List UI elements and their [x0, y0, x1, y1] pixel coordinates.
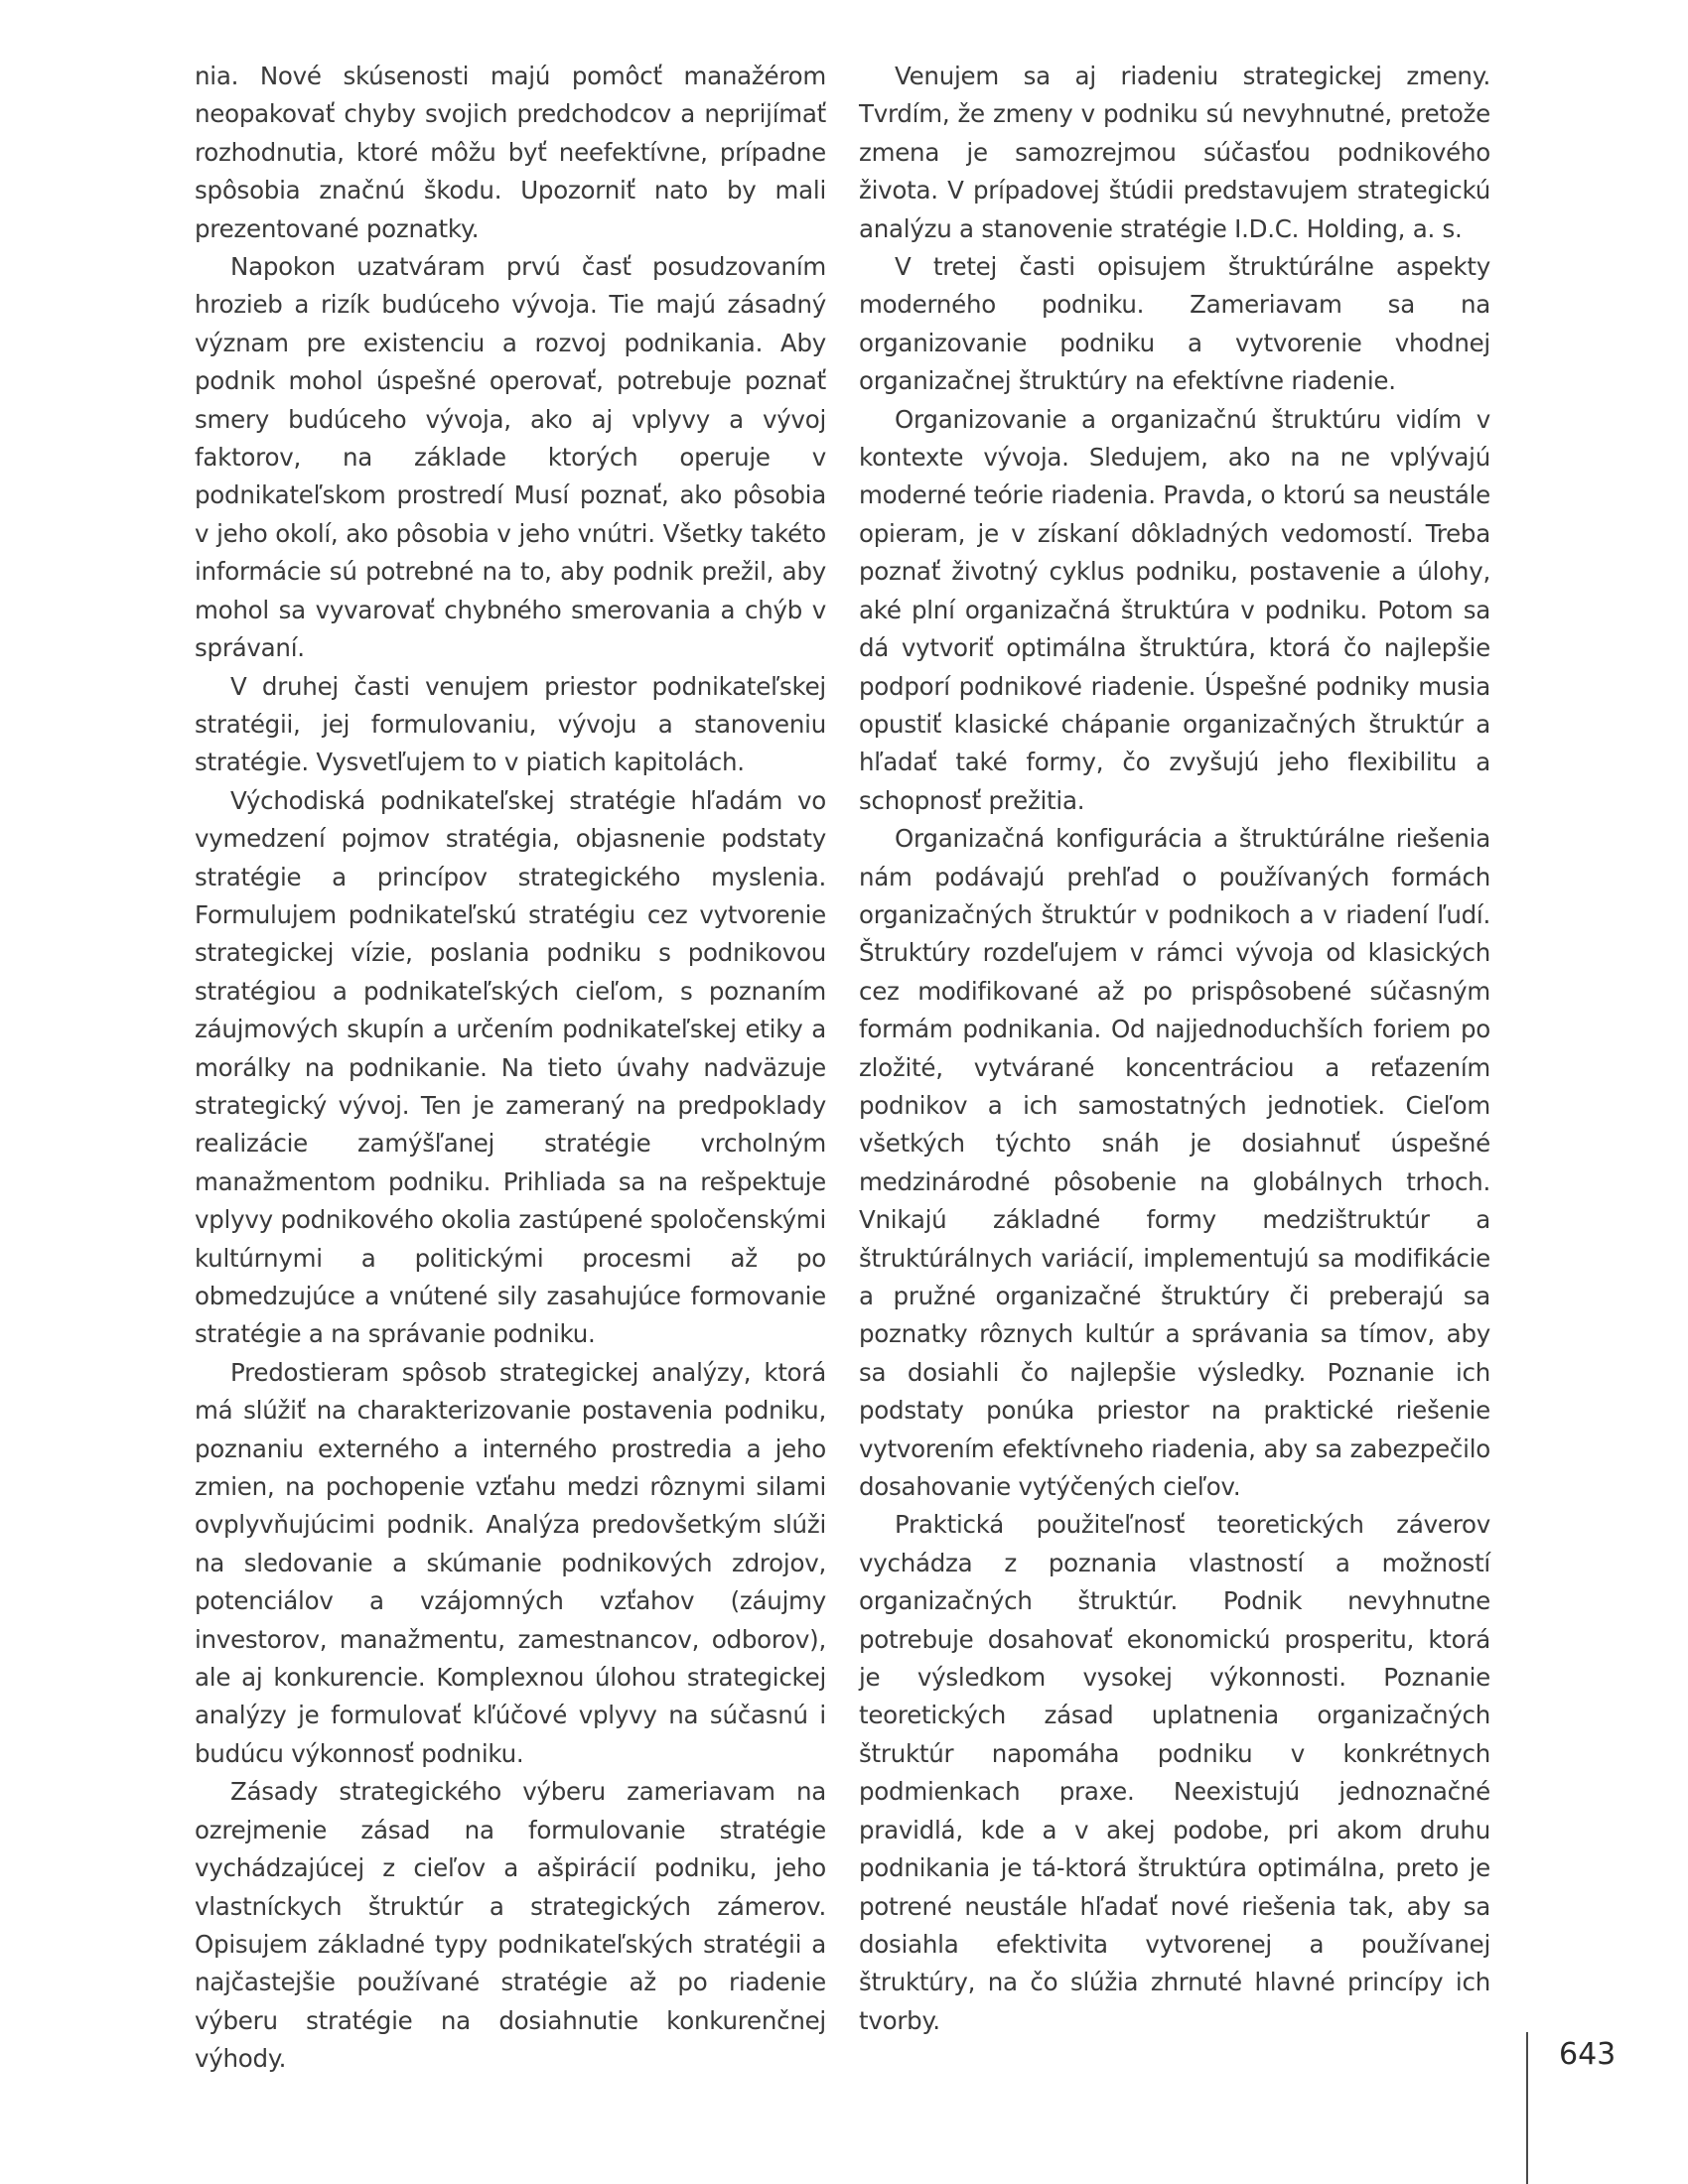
paragraph: Venujem sa aj riadeniu strategickej zmeny. Tvrdím, že zmeny v podniku sú nevyhnutné, pretože zmena je samozrejmou súčasťou podnikového života. V prípadovej štúdii predstavujem strategickú analýzu a stanovenie stratégie I.D.C. Holding, a. s.	[859, 62, 1490, 243]
paragraph: Napokon uzatváram prvú časť posudzovaním hrozieb a rizík budúceho vývoja. Tie majú zásadný význam pre existenciu a rozvoj podnikania. Aby podnik mohol úspešné operovať, potrebuje poznať smery budúceho vývoja, ako aj vplyvy a vývoj faktorov, na základe ktorých operuje v podnikateľskom prostredí Musí poznať, ako pôsobia v jeho okolí, ako pôsobia v jeho vnútri. Všetky takéto informácie sú potrebné na to, aby podnik prežil, aby mohol sa vyvarovať chybného smerovania a chýb v správaní.	[195, 252, 826, 663]
left-text-column	[195, 58, 826, 2079]
paragraph: Zásady strategického výberu zameriavam na ozrejmenie zásad na formulovanie stratégie vychádzajúcej z cieľov a ašpirácií podniku, jeho vlastníckych štruktúr a strategických zámerov. Opisujem základné typy podnikateľských stratégii a najčastejšie používané stratégie až po riadenie výberu stratégie na dosiahnutie konkurenčnej výhody.	[195, 1777, 826, 2074]
right-text-column	[859, 58, 1490, 2040]
page-number: 643	[1559, 2037, 1617, 2072]
page-number-divider	[1526, 2032, 1528, 2184]
paragraph: V druhej časti venujem priestor podnikateľskej stratégii, jej formulovaniu, vývoju a stanoveniu stratégie. Vysvetľujem to v piatich kapitolách.	[195, 671, 826, 777]
paragraph: Organizovanie a organizačnú štruktúru vidím v kontexte vývoja. Sledujem, ako na ne vplývajú moderné teórie riadenia. Pravda, o ktorú sa neustále opieram, je v získaní dôkladných vedomostí. Treba poznať životný cyklus podniku, postavenie a úlohy, aké plní organizačná štruktúra v podniku. Potom sa dá vytvoriť optimálna štruktúra, ktorá čo najlepšie podporí podnikové riadenie. Úspešné podniky musia opustiť klasické chápanie organizačných štruktúr a hľadať také formy, čo zvyšujú jeho flexibilitu a schopnosť prežitia.	[859, 404, 1490, 815]
paragraph: Východiská podnikateľskej stratégie hľadám vo vymedzení pojmov stratégia, objasnenie podstaty stratégie a princípov strategického myslenia. Formulujem podnikateľskú stratégiu cez vytvorenie strategickej vízie, poslania podniku s podnikovou stratégiou a podnikateľských cieľom, s poznaním záujmových skupín a určením podnikateľskej etiky a morálky na podnikanie. Na tieto úvahy nadväzuje strategický vývoj. Ten je zameraný na predpoklady realizácie zamýšľanej stratégie vrcholným manažmentom podniku. Prihliada sa na rešpektuje vplyvy podnikového okolia zastúpené spoločenskými kultúrnymi a politickými procesmi až po obmedzujúce a vnútené sily zasahujúce formovanie stratégie a na správanie podniku.	[195, 785, 826, 1349]
paragraph: Predostieram spôsob strategickej analýzy, ktorá má slúžiť na charakterizovanie postavenia podniku, poznaniu externého a interného prostredia a jeho zmien, na pochopenie vzťahu medzi rôznymi silami ovplyvňujúcimi podnik. Analýza predovšetkým slúži na sledovanie a skúmanie podnikových zdrojov, potenciálov a vzájomných vzťahov (záujmy investorov, manažmentu, zamestnancov, odborov), ale aj konkurencie. Komplexnou úlohou strategickej analýzy je formulovať kľúčové vplyvy na súčasnú i budúcu výkonnosť podniku.	[195, 1357, 826, 1768]
paragraph: Organizačná konfigurácia a štruktúrálne riešenia nám podávajú prehľad o používaných formách organizačných štruktúr v podnikoch a v riadení ľudí. Štruktúry rozdeľujem v rámci vývoja od klasických cez modifikované až po prispôsobené súčasným formám podnikania. Od najjednoduchších foriem po zložité, vytvárané koncentráciou a reťazením podnikov a ich samostatných jednotiek. Cieľom všetkých týchto snáh je dosiahnuť úspešné medzinárodné pôsobenie na globálnych trhoch. Vnikajú základné formy medzištruktúr a štruktúrálnych variácií, implementujú sa modifikácie a pružné organizačné štruktúry či preberajú sa poznatky rôznych kultúr a správania sa tímov, aby sa dosiahli čo najlepšie výsledky. Poznanie ich podstaty ponúka priestor na praktické riešenie vytvorením efektívneho riadenia, aby sa zabezpečilo dosahovanie vytýčených cieľov.	[859, 824, 1490, 1502]
paragraph: Praktická použiteľnosť teoretických záverov vychádza z poznania vlastností a možností organizačných štruktúr. Podnik nevyhnutne potrebuje dosahovať ekonomickú prosperitu, ktorá je výsledkom vysokej výkonnosti. Poznanie teoretických zásad uplatnenia organizačných štruktúr napomáha podniku v konkrétnych podmienkach praxe. Neexistujú jednoznačné pravidlá, kde a v akej podobe, pri akom druhu podnikania je tá-ktorá štruktúra optimálna, preto je potrené neustále hľadať nové riešenia tak, aby sa dosiahla efektivita vytvorenej a používanej štruktúry, na čo slúžia zhrnuté hlavné princípy ich tvorby.	[859, 1510, 1490, 2035]
paragraph: V tretej časti opisujem štruktúrálne aspekty moderného podniku. Zameriavam sa na organizovanie podniku a vytvorenie vhodnej organizačnej štruktúry na efektívne riadenie.	[859, 252, 1490, 396]
paragraph-continued: nia. Nové skúsenosti majú pomôcť manažérom neopakovať chyby svojich predchodcov a neprijímať rozhodnutia, ktoré môžu byť neefektívne, prípadne spôsobia značnú škodu. Upozorniť nato by mali prezentované poznatky.	[195, 62, 826, 243]
